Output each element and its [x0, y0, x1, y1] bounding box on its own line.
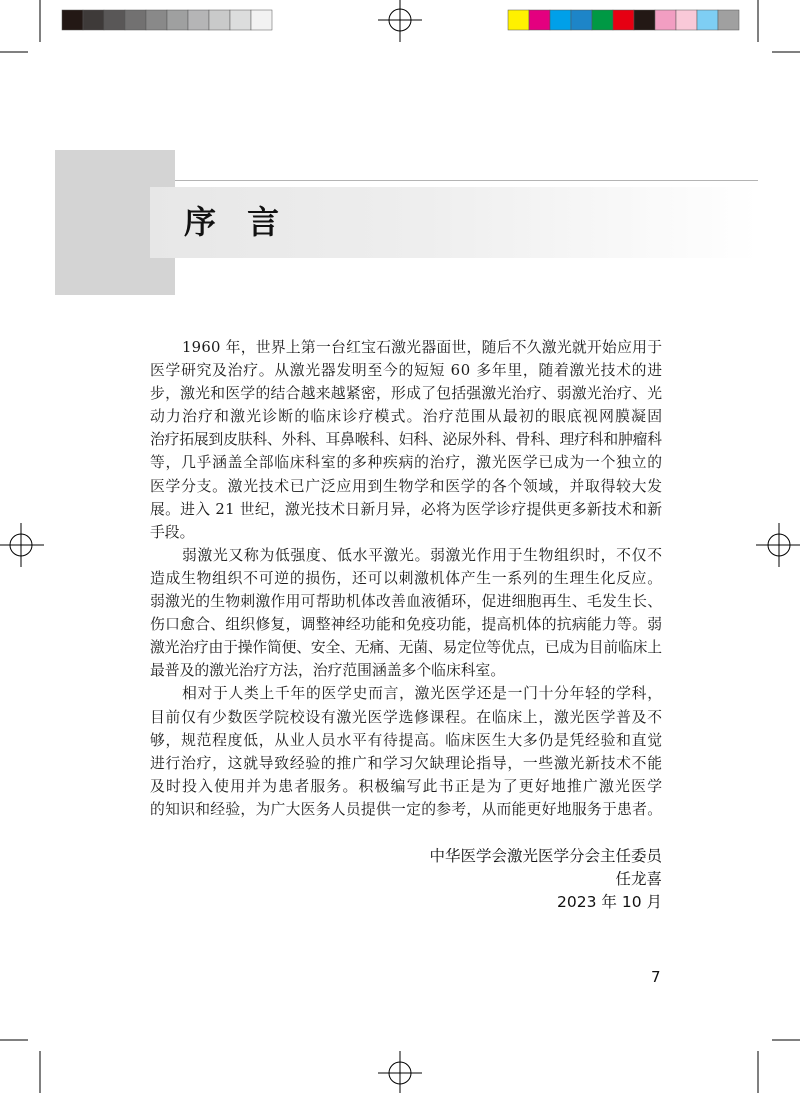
signature-block: [429, 845, 662, 914]
color-swatch-7: [634, 10, 655, 30]
text-line: 手段。: [150, 523, 195, 541]
text-line: 医学分支。激光技术已广泛应用到生物学和医学的各个领域，并取得较大发: [150, 477, 663, 495]
crop-mark-bottom-right: [758, 1040, 800, 1093]
grayscale-swatch-8: [209, 10, 230, 30]
text-line: 最普及的激光治疗方法，治疗范围涵盖多个临床科室。: [150, 662, 506, 680]
crop-mark-top-left: [0, 0, 40, 52]
text-line: 展。进入 21 世纪，激光技术日新月异，必将为医学诊疗提供更多新技术和新: [150, 500, 663, 518]
color-bar: [508, 10, 739, 30]
grayscale-swatch-4: [125, 10, 146, 30]
color-swatch-4: [571, 10, 592, 30]
grayscale-swatch-3: [104, 10, 125, 30]
text-line: 的知识和经验，为广大医务人员提供一定的参考，从而能更好地服务于患者。: [150, 800, 663, 818]
crop-mark-top-right: [758, 0, 800, 52]
text-line: 步，激光和医学的结合越来越紧密，形成了包括强激光治疗、弱激光治疗、光: [150, 385, 663, 403]
grayscale-swatch-6: [167, 10, 188, 30]
text-line: 进行治疗，这就导致经验的推广和学习欠缺理论指导，一些激光新技术不能: [150, 754, 663, 772]
grayscale-swatch-1: [62, 10, 83, 30]
page-number: 7: [651, 968, 661, 986]
color-swatch-3: [550, 10, 571, 30]
grayscale-swatch-9: [230, 10, 251, 30]
color-swatch-10: [697, 10, 718, 30]
signature-organization: 中华医学会激光医学分会主任委员: [429, 847, 662, 865]
registration-mark-bottom: [378, 1051, 422, 1093]
text-line: 医学研究及治疗。从激光器发明至今的短短 60 多年里，随着激光技术的进: [150, 362, 663, 380]
text-line: 动力治疗和激光诊断的临床诊疗模式。治疗范围从最初的眼底视网膜凝固: [150, 408, 664, 426]
grayscale-bar: [62, 10, 272, 30]
color-swatch-9: [676, 10, 697, 30]
text-line: 等，几乎涵盖全部临床科室的多种疾病的治疗，激光医学已成为一个独立的: [150, 454, 663, 472]
color-swatch-5: [592, 10, 613, 30]
header-rule: [175, 180, 758, 181]
registration-mark-left: [0, 523, 44, 567]
grayscale-swatch-2: [83, 10, 104, 30]
preface-body: [150, 336, 662, 821]
color-swatch-2: [529, 10, 550, 30]
text-line: 造成生物组织不可逆的损伤，还可以刺激机体产生一系列的生理生化反应。: [150, 569, 663, 587]
paragraph-1: [150, 336, 662, 544]
color-swatch-6: [613, 10, 634, 30]
paragraph-2: [150, 544, 662, 683]
registration-mark-top: [378, 0, 422, 42]
text-line: 够，规范程度低，从业人员水平有待提高。临床医生大多仍是凭经验和直觉: [150, 731, 663, 749]
text-line: 激光治疗由于操作简便、安全、无痛、无菌、易定位等优点，已成为目前临床上: [150, 639, 662, 657]
grayscale-swatch-7: [188, 10, 209, 30]
signature-name: 任龙喜: [615, 870, 662, 888]
grayscale-swatch-5: [146, 10, 167, 30]
color-swatch-11: [718, 10, 739, 30]
registration-mark-right: [756, 523, 800, 567]
color-swatch-1: [508, 10, 529, 30]
text-line: 治疗拓展到皮肤科、外科、耳鼻喉科、妇科、泌尿外科、骨科、理疗科和肿瘤科: [150, 431, 662, 449]
text-line: 目前仅有少数医学院校设有激光医学选修课程。在临床上，激光医学普及不: [150, 708, 663, 726]
crop-mark-bottom-left: [0, 1040, 40, 1093]
page-title: 序 言: [184, 203, 290, 241]
color-swatch-8: [655, 10, 676, 30]
text-line: 弱激光又称为低强度、低水平激光。弱激光作用于生物组织时，不仅不: [182, 546, 663, 564]
text-line: 相对于人类上千年的医学史而言，激光医学还是一门十分年轻的学科，: [182, 685, 663, 703]
grayscale-swatch-10: [251, 10, 272, 30]
paragraph-3: [150, 682, 662, 821]
text-line: 及时投入使用并为患者服务。积极编写此书正是为了更好地推广激光医学: [150, 777, 664, 795]
signature-date: 2023 年 10 月: [557, 893, 662, 911]
text-line: 弱激光的生物刺激作用可帮助机体改善血液循环，促进细胞再生、毛发生长、: [150, 593, 663, 611]
text-line: 伤口愈合、组织修复，调整神经功能和免疫功能，提高机体的抗病能力等。弱: [150, 616, 663, 634]
text-line: 1960 年，世界上第一台红宝石激光器面世，随后不久激光就开始应用于: [182, 339, 663, 356]
